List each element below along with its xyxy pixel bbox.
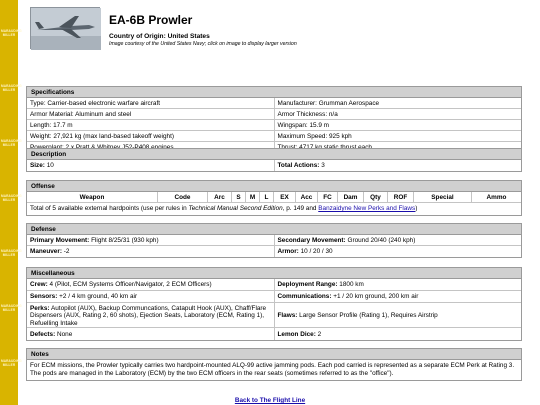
defects-value: None bbox=[57, 330, 73, 338]
defects bbox=[27, 328, 274, 340]
crew bbox=[27, 279, 274, 290]
notes-panel bbox=[26, 348, 522, 381]
secondary-movement-value: Ground 20/40 (240 kph) bbox=[347, 236, 416, 244]
miscellaneous-panel bbox=[26, 267, 522, 341]
perks-label: Perks: bbox=[30, 305, 50, 312]
page-header bbox=[30, 7, 520, 49]
offense-panel bbox=[26, 180, 522, 216]
hardpoints-note bbox=[27, 203, 521, 215]
defense-panel bbox=[26, 223, 522, 258]
primary-movement-value: Flight 8/25/31 (930 kph) bbox=[91, 236, 159, 244]
offense-table-header bbox=[27, 192, 521, 203]
column-header: Arc bbox=[207, 192, 231, 202]
size-cell bbox=[27, 160, 274, 171]
crew-label: Crew: bbox=[30, 281, 48, 288]
spec-row bbox=[27, 98, 521, 109]
sidebar-tag: MARAUDING MILLER bbox=[1, 304, 22, 312]
image-courtesy: Image courtesy of the United States Navy; click on image to display larger version bbox=[109, 41, 297, 47]
spec-max-speed: Maximum Speed: 925 kph bbox=[274, 131, 522, 141]
section-heading: Description bbox=[27, 149, 521, 160]
section-heading: Defense bbox=[27, 224, 521, 235]
flaws-label: Flaws: bbox=[277, 311, 298, 319]
misc-row bbox=[27, 291, 521, 303]
sensors bbox=[27, 291, 274, 302]
spec-type: Type: Carrier-based electronic warfare aircraft bbox=[30, 99, 160, 107]
section-heading: Notes bbox=[27, 349, 521, 360]
sidebar-tag: MARAUDING MILLER bbox=[1, 249, 22, 257]
notes-text: For ECM missions, the Prowler typically carries two hardpoint-mounted ALQ-99 active jamming pods. Each pod carried is represented as a separate ECM Perk at Rating 3. The pods are managed in the Laboratory (ECM) by the two ECM officers in the rear seats (sometimes referred to as the "office"). bbox=[30, 362, 515, 377]
lemon-dice bbox=[274, 328, 522, 340]
book-title: Technical Manual Second Edition bbox=[188, 205, 283, 212]
back-to-flight-line-link[interactable]: Back to The Flight Line bbox=[234, 397, 306, 404]
sidebar-tag: MARAUDING MILLER bbox=[1, 84, 22, 92]
total-actions-value: 3 bbox=[321, 162, 325, 169]
misc-row bbox=[27, 328, 521, 340]
offense-note-row bbox=[27, 203, 521, 215]
sidebar-banner bbox=[0, 0, 22, 405]
description-panel bbox=[26, 148, 522, 172]
misc-row bbox=[27, 303, 521, 328]
size-label: Size: bbox=[30, 162, 45, 169]
column-header: EX bbox=[273, 192, 295, 202]
specifications-panel bbox=[26, 86, 522, 154]
section-heading: Specifications bbox=[27, 87, 521, 98]
column-header: Ammo bbox=[471, 192, 521, 202]
defects-label: Defects: bbox=[30, 330, 56, 338]
page-title: EA-6B Prowler bbox=[109, 13, 193, 27]
country-of-origin bbox=[109, 33, 210, 40]
section-heading: Miscellaneous bbox=[27, 268, 521, 279]
total-actions-label: Total Actions: bbox=[277, 162, 320, 169]
aircraft-photo-icon[interactable] bbox=[30, 7, 100, 49]
spec-armor-thickness: Armor Thickness: n/a bbox=[274, 109, 522, 119]
description-row bbox=[27, 160, 521, 171]
lemon-dice-value: 2 bbox=[317, 330, 322, 338]
deployment-range bbox=[274, 279, 522, 290]
spec-row bbox=[27, 131, 521, 142]
perks bbox=[27, 303, 274, 327]
column-header: Qty bbox=[363, 192, 387, 202]
note-text: Total of 5 available external hardpoints (use per rules in bbox=[30, 205, 189, 212]
armor-label: Armor: bbox=[277, 248, 299, 255]
communications bbox=[274, 291, 522, 302]
misc-row bbox=[27, 279, 521, 291]
maneuver bbox=[27, 246, 274, 257]
secondary-movement-label: Secondary Movement: bbox=[277, 236, 346, 244]
armor bbox=[274, 246, 522, 257]
sensors-label: Sensors: bbox=[30, 293, 58, 300]
column-header: FC bbox=[317, 192, 337, 202]
defense-row bbox=[27, 235, 521, 246]
size-value: 10 bbox=[46, 162, 54, 169]
footer bbox=[0, 397, 540, 404]
crew-value: 4 (Pilot, ECM Systems Officer/Navigator, 2 ECM Officers) bbox=[49, 281, 212, 288]
column-header: Weapon bbox=[79, 193, 105, 201]
spec-length: Length: 17.7 m bbox=[30, 121, 73, 129]
column-header: Acc bbox=[295, 192, 317, 202]
total-actions-cell bbox=[274, 160, 522, 171]
deployment-range-label: Deployment Range: bbox=[277, 281, 338, 288]
column-header: Special bbox=[413, 192, 471, 202]
primary-movement-label: Primary Movement: bbox=[30, 236, 90, 244]
defense-row bbox=[27, 246, 521, 257]
column-header: Code bbox=[157, 192, 207, 202]
spec-weight: Weight: 27,921 kg (max land-based takeoff weight) bbox=[30, 132, 174, 140]
secondary-movement bbox=[274, 235, 522, 245]
sidebar-tag: MARAUDING MILLER bbox=[1, 29, 22, 37]
maneuver-label: Maneuver: bbox=[30, 248, 62, 255]
column-header: S bbox=[231, 192, 245, 202]
sidebar-tag: MARAUDING MILLER bbox=[1, 359, 22, 367]
column-header: ROF bbox=[387, 192, 413, 202]
communications-value: +1 / 20 km ground, 200 km air bbox=[333, 293, 419, 300]
perks-value: Autopilot (AUX), Backup Communcations, Catapult Hook (AUX), Chaff/Flare Dispensers (AUX, Rating 2, 60 shots), Ejection Seats, Laboratory (ECM, Rating 1), Refuelling Intake bbox=[30, 305, 267, 327]
lemon-dice-label: Lemon Dice: bbox=[277, 330, 316, 338]
spec-armor-material: Armor Material: Aluminum and steel bbox=[30, 110, 132, 118]
section-heading: Offense bbox=[27, 181, 521, 192]
deployment-range-value: 1800 km bbox=[339, 281, 364, 288]
column-header: L bbox=[259, 192, 273, 202]
sidebar-tag: MARAUDING MILLER bbox=[1, 139, 22, 147]
spec-row bbox=[27, 109, 521, 120]
primary-movement bbox=[27, 235, 274, 245]
column-header: M bbox=[245, 192, 259, 202]
origin-label: Country of Origin: bbox=[109, 33, 166, 40]
flaws bbox=[274, 303, 522, 327]
sidebar-tag: MARAUDING MILLER bbox=[1, 194, 22, 202]
maneuver-value: -2 bbox=[63, 248, 70, 255]
note-text: , p. 149 and bbox=[282, 205, 319, 212]
spec-wingspan: Wingspan: 15.9 m bbox=[274, 120, 522, 130]
column-header: Dam bbox=[337, 192, 363, 202]
communications-label: Communications: bbox=[277, 293, 332, 300]
spec-manufacturer: Manufacturer: Grumman Aerospace bbox=[274, 98, 522, 108]
perks-flaws-link[interactable]: Banzaidyne New Perks and Flaws bbox=[318, 205, 416, 212]
note-text: ) bbox=[415, 205, 418, 212]
sensors-value: +2 / 4 km ground, 40 km air bbox=[59, 293, 138, 300]
armor-value: 10 / 20 / 30 bbox=[300, 248, 333, 255]
flaws-value: Large Sensor Profile (Rating 1), Requires Airstrip bbox=[299, 311, 438, 319]
spec-row bbox=[27, 120, 521, 131]
origin-value: United States bbox=[167, 33, 210, 40]
